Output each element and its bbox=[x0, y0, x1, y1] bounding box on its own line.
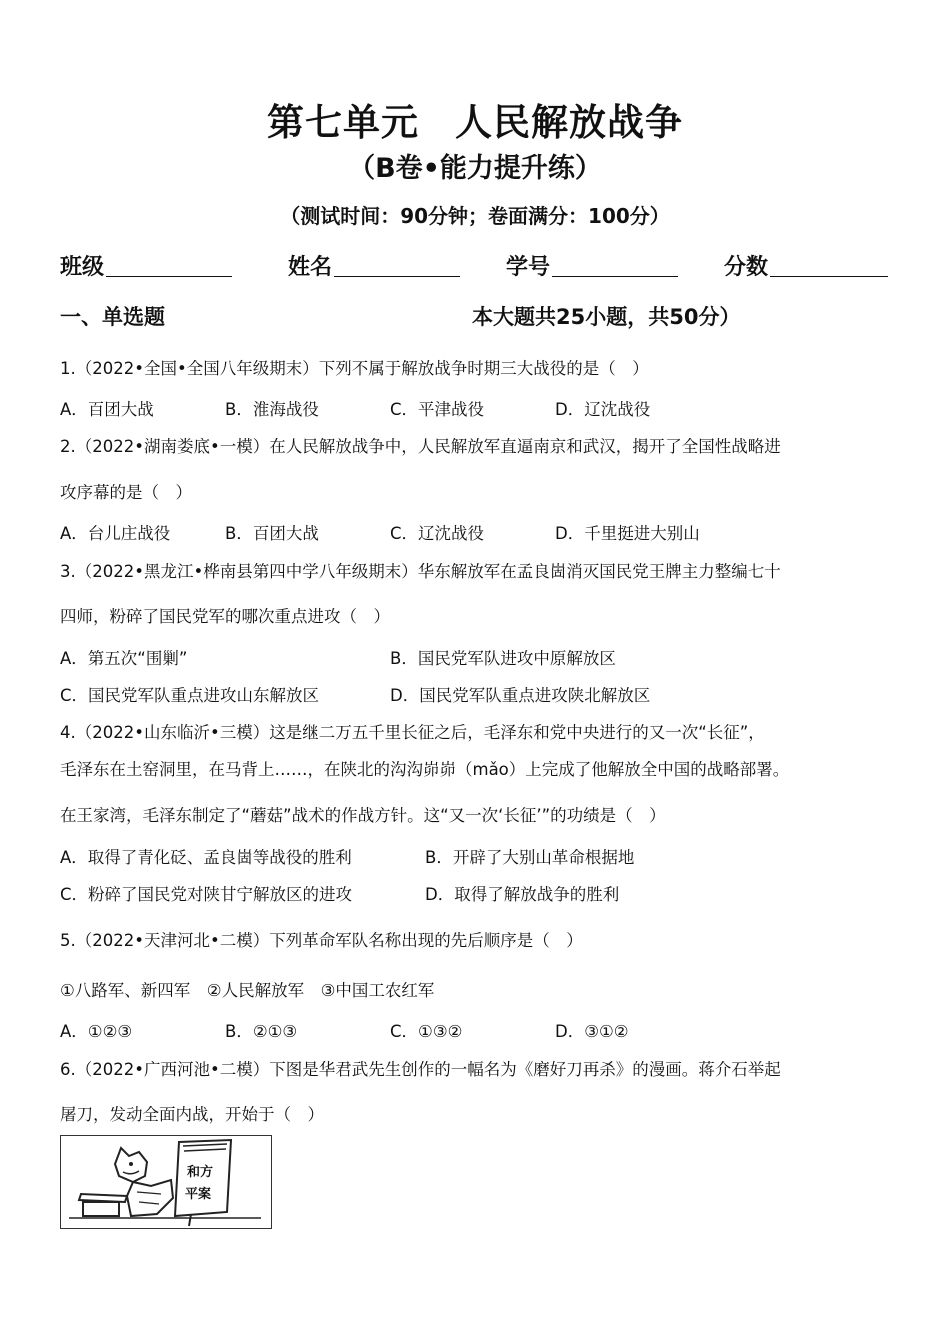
question-5-stem-line2: ①八路军、新四军 ②人民解放军 ③中国工农红军 bbox=[60, 981, 435, 1000]
q1-option-d[interactable]: D．辽沈战役 bbox=[555, 400, 651, 419]
q4-option-d[interactable]: D．取得了解放战争的胜利 bbox=[425, 885, 620, 904]
sign-text-line1: 和方 bbox=[187, 1165, 214, 1180]
question-5-stem-line1: 5.（2022•天津河北•二模）下列革命军队名称出现的先后顺序是（ ） bbox=[60, 931, 583, 950]
unit-title bbox=[0, 92, 950, 146]
unit-title-main: 第七单元 bbox=[267, 101, 419, 144]
score-blank[interactable] bbox=[770, 250, 888, 277]
class-blank[interactable] bbox=[106, 250, 232, 277]
question-3-stem-line2: 四师，粉碎了国民党军的哪次重点进攻（ ） bbox=[60, 607, 390, 626]
question-2-stem-line1: 2.（2022•湖南娄底•一模）在人民解放战争中，人民解放军直逼南京和武汉，揭开了全国性战略进 bbox=[60, 437, 781, 456]
class-label: 班级 bbox=[60, 255, 105, 280]
class-field[interactable] bbox=[60, 250, 232, 281]
q3-option-c[interactable]: C．国民党军队重点进攻山东解放区 bbox=[60, 686, 320, 705]
section-summary: 本大题共25小题，共50分） bbox=[472, 305, 741, 329]
cartoon-image bbox=[60, 1135, 272, 1229]
q5-option-a[interactable]: A．①②③ bbox=[60, 1022, 133, 1041]
q3-option-d[interactable]: D．国民党军队重点进攻陕北解放区 bbox=[390, 686, 651, 705]
question-1-stem: 1.（2022•全国•全国八年级期末）下列不属于解放战争时期三大战役的是（ ） bbox=[60, 359, 649, 378]
q2-option-d[interactable]: D．千里挺进大别山 bbox=[555, 524, 700, 543]
question-4-stem-line1: 4.（2022•山东临沂•三模）这是继二万五千里长征之后，毛泽东和党中央进行的又一次“长征”， bbox=[60, 723, 765, 742]
cartoon-drawing bbox=[61, 1136, 270, 1227]
q4-option-c[interactable]: C．粉碎了国民党对陕甘宁解放区的进攻 bbox=[60, 885, 353, 904]
unit-title-sub: 人民解放战争 bbox=[455, 101, 683, 144]
score-field[interactable] bbox=[724, 250, 888, 281]
knife bbox=[79, 1194, 127, 1202]
q1-option-a[interactable]: A．百团大战 bbox=[60, 400, 154, 419]
question-4-stem-line3: 在王家湾，毛泽东制定了“蘑菇”战术的作战方针。这“又一次‘长征’”的功绩是（ ） bbox=[60, 806, 666, 825]
section-title: 一、单选题 bbox=[60, 305, 165, 329]
q5-option-b[interactable]: B．②①③ bbox=[225, 1022, 298, 1041]
question-2-stem-line2: 攻序幕的是（ ） bbox=[60, 483, 192, 502]
q5-option-d[interactable]: D．③①② bbox=[555, 1022, 629, 1041]
question-3-stem-line1: 3.（2022•黑龙江•桦南县第四中学八年级期末）华东解放军在孟良崮消灭国民党王牌主力整编七十 bbox=[60, 562, 781, 581]
q5-option-c[interactable]: C．①③② bbox=[390, 1022, 463, 1041]
volume-subtitle: （B卷•能力提升练） bbox=[348, 153, 602, 184]
question-6-stem-line1: 6.（2022•广西河池•二模）下图是华君武先生创作的一幅名为《磨好刀再杀》的漫画。蒋介石举起 bbox=[60, 1060, 781, 1079]
q2-option-b[interactable]: B．百团大战 bbox=[225, 524, 319, 543]
q4-option-b[interactable]: B．开辟了大别山革命根据地 bbox=[425, 848, 635, 867]
q4-option-a[interactable]: A．取得了青化砭、孟良崮等战役的胜利 bbox=[60, 848, 352, 867]
figure-eye bbox=[129, 1162, 133, 1166]
q3-option-b[interactable]: B．国民党军队进攻中原解放区 bbox=[390, 649, 616, 668]
sign-text-line2: 平案 bbox=[185, 1187, 212, 1202]
q1-option-c[interactable]: C．平津战役 bbox=[390, 400, 485, 419]
name-blank[interactable] bbox=[334, 250, 460, 277]
score-label: 分数 bbox=[724, 255, 769, 280]
q2-option-a[interactable]: A．台儿庄战役 bbox=[60, 524, 171, 543]
figure-body bbox=[127, 1180, 173, 1216]
name-field[interactable] bbox=[288, 250, 460, 281]
id-label: 学号 bbox=[506, 255, 551, 280]
id-blank[interactable] bbox=[552, 250, 678, 277]
q1-option-b[interactable]: B．淮海战役 bbox=[225, 400, 319, 419]
test-info: （测试时间：90分钟；卷面满分：100分） bbox=[280, 204, 670, 228]
question-6-stem-line2: 屠刀，发动全面内战，开始于（ ） bbox=[60, 1105, 324, 1124]
id-field[interactable] bbox=[506, 250, 678, 281]
section-header bbox=[60, 301, 900, 331]
q2-option-c[interactable]: C．辽沈战役 bbox=[390, 524, 485, 543]
name-label: 姓名 bbox=[288, 255, 333, 280]
question-4-stem-line2: 毛泽东在土窑洞里，在马背上……，在陕北的沟沟峁峁（mǎo）上完成了他解放全中国的战略部署。 bbox=[60, 760, 790, 779]
q3-option-a[interactable]: A．第五次“围剿” bbox=[60, 649, 188, 668]
grinding-stone bbox=[83, 1202, 119, 1216]
